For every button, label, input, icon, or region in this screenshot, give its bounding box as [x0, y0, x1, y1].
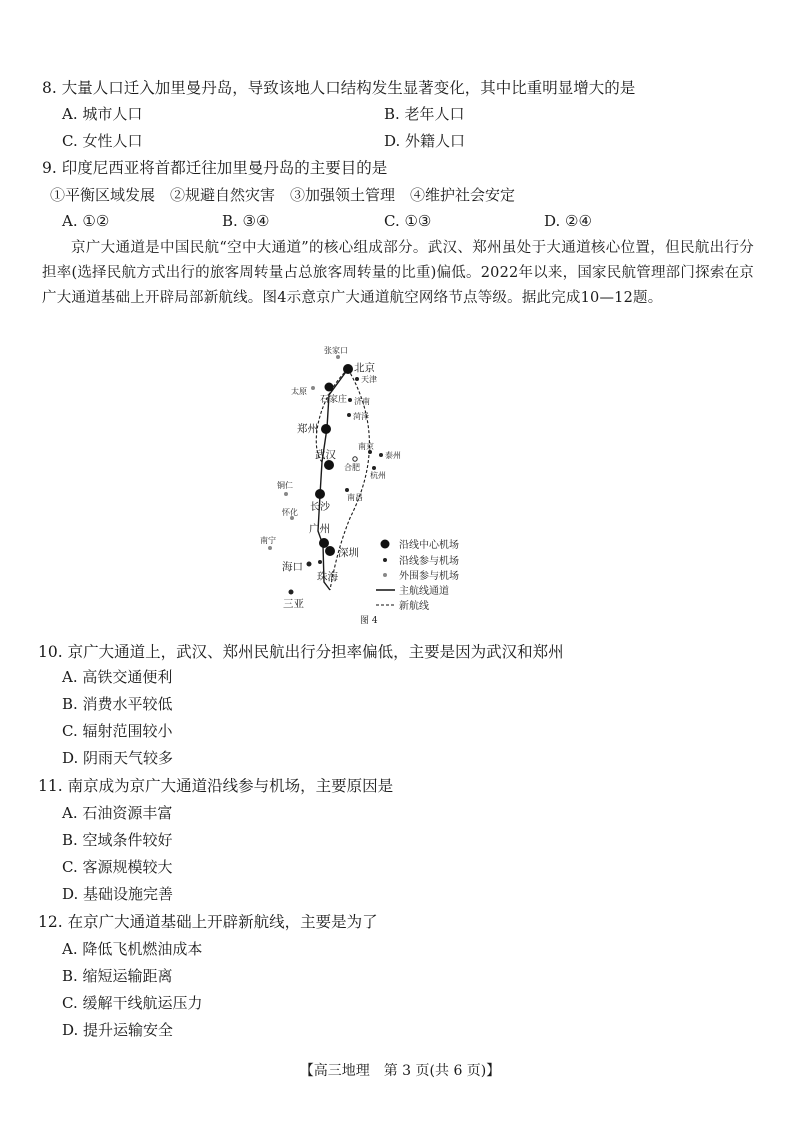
- q9-option-d[interactable]: D. ②④: [544, 212, 592, 230]
- legend-new-route-label: 新航线: [399, 601, 429, 612]
- label-wuhan: 武汉: [315, 449, 336, 461]
- label-zhuhai: 珠海: [317, 571, 338, 583]
- label-hangzhou: 杭州: [370, 471, 386, 480]
- label-zhangjiakou: 张家口: [324, 346, 348, 355]
- q10-option-c[interactable]: C. 辐射范围较小: [62, 722, 173, 740]
- label-shenzhen: 深圳: [338, 547, 359, 559]
- legend-outer-symbol: [383, 573, 387, 577]
- q8-option-d[interactable]: D. 外籍人口: [384, 132, 466, 150]
- q12-option-b[interactable]: B. 缩短运输距离: [62, 967, 173, 985]
- q12-stem: 12. 在京广大通道基础上开辟新航线，主要是为了: [38, 913, 378, 931]
- airport-zhengzhou: [321, 424, 331, 434]
- q11-option-b[interactable]: B. 空域条件较好: [62, 831, 173, 849]
- airport-heze: [347, 413, 351, 417]
- q12-option-a[interactable]: A. 降低飞机燃油成本: [62, 940, 203, 958]
- airport-jinan: [348, 398, 352, 402]
- q8-option-a[interactable]: A. 城市人口: [62, 105, 143, 123]
- airport-zhangjiakou: [336, 355, 340, 359]
- label-changsha: 长沙: [310, 502, 330, 513]
- airport-haikou: [307, 562, 312, 567]
- airport-sanya: [289, 590, 294, 595]
- label-sanya: 三亚: [283, 598, 304, 610]
- airport-beijing: [343, 364, 353, 374]
- legend-participant-label: 沿线参与机场: [399, 556, 459, 567]
- q10-option-a[interactable]: A. 高铁交通便利: [62, 668, 173, 686]
- airport-nanning: [268, 546, 272, 550]
- legend-outer-label: 外围参与机场: [399, 571, 459, 582]
- airport-wuhan: [324, 460, 334, 470]
- q11-option-a[interactable]: A. 石油资源丰富: [62, 804, 173, 822]
- airport-taiyuan: [311, 386, 315, 390]
- label-tianjin: 天津: [361, 375, 377, 384]
- figure-4-map: [250, 338, 490, 628]
- label-taiyuan: 太原: [291, 387, 307, 396]
- q10-option-d[interactable]: D. 阴雨天气较多: [62, 749, 174, 767]
- label-hefei: 合肥: [344, 463, 360, 472]
- label-zhengzhou: 郑州: [297, 423, 318, 435]
- q10-option-b[interactable]: B. 消费水平较低: [62, 695, 173, 713]
- airport-changsha: [315, 489, 325, 499]
- label-heze: 菏泽: [353, 412, 369, 421]
- q9-option-a[interactable]: A. ①②: [62, 212, 110, 230]
- q12-option-c[interactable]: C. 缓解干线航运压力: [62, 994, 203, 1012]
- legend-main-route-label: 主航线通道: [399, 586, 449, 597]
- airport-guangzhou: [319, 538, 329, 548]
- airport-shenzhen: [325, 546, 335, 556]
- label-nanning: 南宁: [260, 536, 276, 545]
- label-shijiazhuang: 石家庄: [320, 395, 348, 405]
- intro-text: 京广大通道是中国民航“空中大通道”的核心组成部分。武汉、郑州虽处于大通道核心位置，但民航出行分担率(选择民航方式出行的旅客周转量占总旅客周转量的比重)偏低。2022年以来，国家民航管理部门探索在京广大通道基础上开辟局部新航线。图4示意京广大通道航空网络节点等级。据此完成10—12题。: [42, 240, 754, 306]
- airport-tongren: [284, 492, 288, 496]
- map-legend: [376, 538, 459, 612]
- airport-nanchang: [345, 488, 349, 492]
- legend-participant-symbol: [383, 558, 387, 562]
- q9-option-b[interactable]: B. ③④: [222, 212, 270, 230]
- q10-stem: 10. 京广大通道上，武汉、郑州民航出行分担率偏低，主要是因为武汉和郑州: [38, 643, 564, 661]
- airport-hefei: [353, 457, 357, 461]
- airport-shijiazhuang: [325, 383, 334, 392]
- q11-stem: 11. 南京成为京广大通道沿线参与机场，主要原因是: [38, 777, 394, 795]
- intro-paragraph: [42, 236, 754, 311]
- label-taizhou: 泰州: [385, 451, 401, 460]
- q8-option-b[interactable]: B. 老年人口: [384, 105, 465, 123]
- q8-stem: 8. 大量人口迁入加里曼丹岛，导致该地人口结构发生显著变化，其中比重明显增大的是: [42, 79, 636, 97]
- page-footer: 【高三地理 第 3 页(共 6 页)】: [299, 1063, 501, 1079]
- airport-tianjin: [355, 377, 359, 381]
- q9-statements: ①平衡区域发展 ②规避自然灾害 ③加强领土管理 ④维护社会安定: [50, 186, 516, 204]
- airport-hangzhou: [372, 466, 376, 470]
- label-beijing: 北京: [354, 362, 375, 374]
- label-tongren: 铜仁: [277, 481, 293, 490]
- q12-option-d[interactable]: D. 提升运输安全: [62, 1021, 174, 1039]
- q9-option-c[interactable]: C. ①③: [384, 212, 432, 230]
- route-map-svg: [250, 338, 490, 628]
- label-nanchang: 南昌: [347, 493, 363, 502]
- q8-option-c[interactable]: C. 女性人口: [62, 132, 143, 150]
- label-huaihua: 怀化: [282, 508, 298, 517]
- label-jinan: 济南: [354, 397, 370, 406]
- label-guangzhou: 广州: [309, 523, 330, 535]
- legend-center-symbol: [381, 540, 390, 549]
- airport-taizhou: [379, 453, 383, 457]
- legend-center-label: 沿线中心机场: [399, 540, 459, 551]
- airport-zhuhai: [318, 560, 322, 564]
- figure-caption: 图 4: [360, 616, 378, 626]
- q9-stem: 9. 印度尼西亚将首都迁往加里曼丹岛的主要目的是: [42, 159, 388, 177]
- q11-option-d[interactable]: D. 基础设施完善: [62, 885, 174, 903]
- label-haikou: 海口: [282, 561, 303, 573]
- label-nanjing: 南京: [358, 442, 374, 451]
- q11-option-c[interactable]: C. 客源规模较大: [62, 858, 173, 876]
